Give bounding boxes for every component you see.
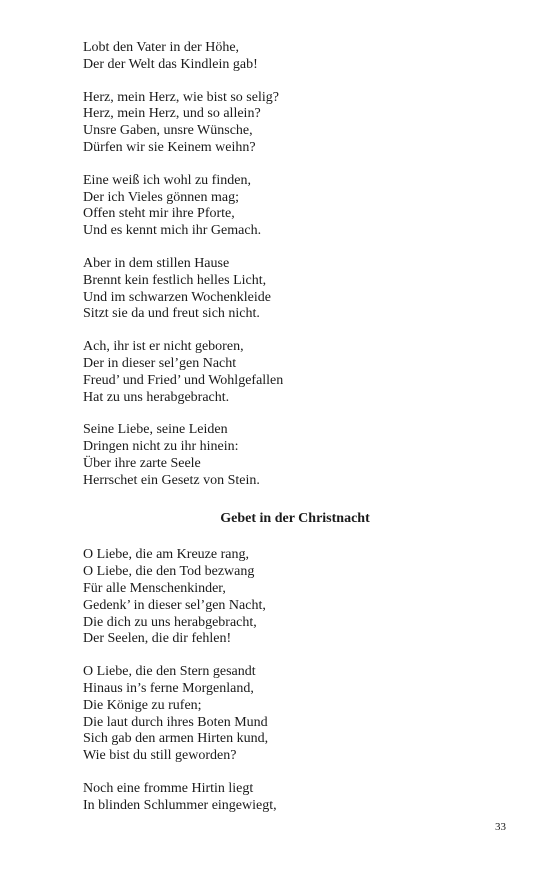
verse-line: Unsre Gaben, unsre Wünsche, [83,123,253,139]
page-number: 33 [495,821,506,833]
poem-part-2 [83,547,513,814]
verse-line: Brennt kein festlich helles Licht, [83,272,267,288]
verse-line: Die laut durch ihres Boten Mund [83,714,268,730]
verse-line: Seine Liebe, seine Leiden [83,422,228,438]
verse-line: Herrschet ein Gesetz von Stein. [83,472,260,488]
verse-line: Dürfen wir sie Keinem weihn? [83,139,256,155]
verse-line: Sitzt sie da und freut sich nicht. [83,306,260,322]
verse-line: Herz, mein Herz, wie bist so selig? [83,89,279,105]
stanza [83,90,513,157]
verse-line: Lobt den Vater in der Höhe, [83,40,240,55]
verse-line: Der Seelen, die dir fehlen! [83,631,232,647]
stanza [83,664,513,765]
verse-line: Über ihre zarte Seele [83,455,201,471]
verse-line: Der der Welt das Kindlein gab! [83,56,258,72]
verse-line: Für alle Menschenkinder, [83,580,226,596]
stanza [83,339,513,406]
verse-line: Der ich Vieles gönnen mag; [83,189,239,205]
stanza [83,173,513,240]
page-content [83,40,513,814]
verse-line: Eine weiß ich wohl zu finden, [83,172,251,188]
verse-line: Offen steht mir ihre Pforte, [83,206,235,222]
stanza [83,781,513,815]
verse-line: Gedenk’ in dieser sel’gen Nacht, [83,597,266,613]
verse-line: Der in dieser sel’gen Nacht [83,355,237,371]
verse-line: Die Könige zu rufen; [83,697,202,713]
verse-line: In blinden Schlummer eingewiegt, [83,797,277,813]
verse-line: Noch eine fromme Hirtin liegt [83,780,254,796]
stanza [83,547,513,648]
stanza [83,256,513,323]
verse-line: O Liebe, die den Stern gesandt [83,664,256,680]
verse-line: Hinaus in’s ferne Morgenland, [83,680,254,696]
stanza [83,422,513,489]
verse-line: Ach, ihr ist er nicht geboren, [83,339,244,355]
verse-line: Hat zu uns herabgebracht. [83,389,230,405]
poem-title: Gebet in der Christnacht [220,510,370,526]
verse-line: Herz, mein Herz, und so allein? [83,106,261,122]
verse-line: Und es kennt mich ihr Gemach. [83,223,262,239]
verse-line: Wie bist du still geworden? [83,748,237,764]
poem-part-1 [83,40,513,490]
verse-line: Die dich zu uns herabgebracht, [83,614,257,630]
verse-line: Dringen nicht zu ihr hinein: [83,439,239,455]
verse-line: Und im schwarzen Wochenkleide [83,289,271,305]
verse-line: Aber in dem stillen Hause [83,255,230,271]
verse-line: O Liebe, die am Kreuze rang, [83,547,249,563]
verse-line: Freud’ und Fried’ und Wohlgefallen [83,372,284,388]
verse-line: O Liebe, die den Tod bezwang [83,564,255,580]
verse-line: Sich gab den armen Hirten kund, [83,731,269,747]
stanza [83,40,513,74]
